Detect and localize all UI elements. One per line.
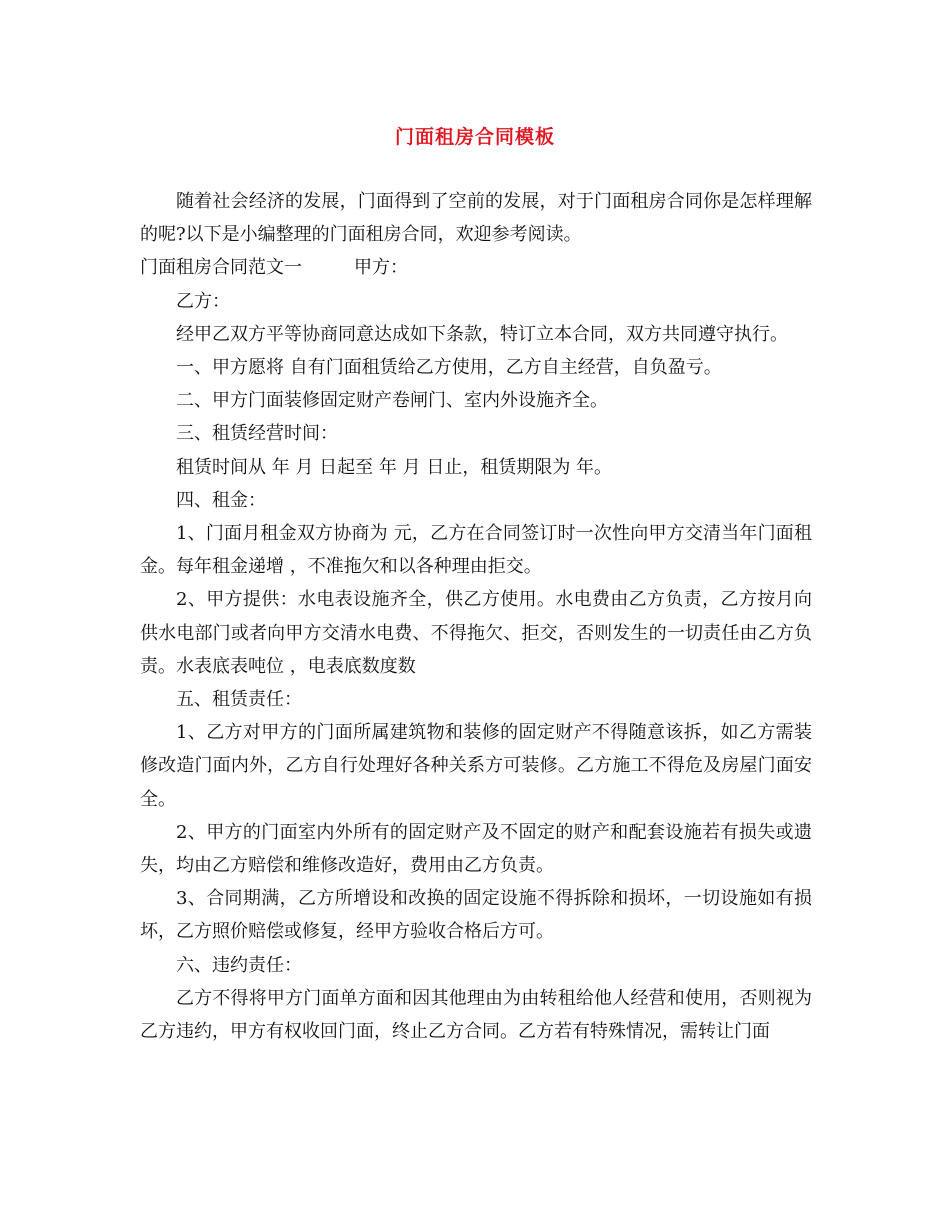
sample-heading: 门面租房合同范文一 — [140, 257, 302, 279]
clause-2: 二、甲方门面装修固定财产卷闸门、室内外设施齐全。 — [176, 390, 608, 412]
document-body — [140, 185, 812, 1048]
party-a-label: 甲方： — [354, 257, 408, 279]
clause-4-heading: 四、租金： — [176, 489, 266, 511]
rent-item-1: 1、门面月租金双方协商为 元，乙方在合同签订时一次性向甲方交清当年门面租金。每年租金递增 ，不准拖欠和以各种理由拒交。 — [140, 523, 812, 578]
sample-heading-line — [140, 251, 812, 284]
agreement-paragraph: 经甲乙双方平等协商同意达成如下条款，特订立本合同，双方共同遵守执行。 — [176, 323, 788, 345]
clause-6-heading: 六、违约责任： — [176, 954, 302, 976]
lease-term-paragraph: 租赁时间从 年 月 日起至 年 月 日止，租赁期限为 年。 — [176, 456, 613, 478]
clause-5-heading: 五、租赁责任： — [176, 689, 302, 711]
rent-item-2: 2、甲方提供：水电表设施齐全，供乙方使用。水电费由乙方负责，乙方按月向供水电部门或者向甲方交清水电费、不得拖欠、拒交，否则发生的一切责任由乙方负责。水表底表吨位 ，电表底数度数 — [140, 589, 812, 677]
clause-1: 一、甲方愿将 自有门面租赁给乙方使用，乙方自主经营，自负盈亏。 — [176, 357, 722, 379]
liability-item-1: 1、乙方对甲方的门面所属建筑物和装修的固定财产不得随意该拆，如乙方需装修改造门面内外，乙方自行处理好各种关系方可装修。乙方施工不得危及房屋门面安全。 — [140, 722, 812, 810]
intro-paragraph: 随着社会经济的发展，门面得到了空前的发展，对于门面租房合同你是怎样理解的呢?以下是小编整理的门面租房合同，欢迎参考阅读。 — [140, 191, 812, 246]
breach-paragraph: 乙方不得将甲方门面单方面和因其他理由为由转租给他人经营和使用，否则视为乙方违约，甲方有权收回门面，终止乙方合同。乙方若有特殊情况，需转让门面 — [140, 987, 812, 1043]
liability-item-3: 3、合同期满，乙方所增设和改换的固定设施不得拆除和损坏，一切设施如有损坏，乙方照价赔偿或修复，经甲方验收合格后方可。 — [140, 888, 812, 943]
liability-item-2: 2、甲方的门面室内外所有的固定财产及不固定的财产和配套设施若有损失或遗失，均由乙方赔偿和维修改造好，费用由乙方负责。 — [140, 821, 812, 877]
clause-3-heading: 三、租赁经营时间： — [176, 423, 338, 445]
document-title: 门面租房合同模板 — [394, 126, 555, 148]
party-b-label: 乙方： — [176, 290, 230, 312]
